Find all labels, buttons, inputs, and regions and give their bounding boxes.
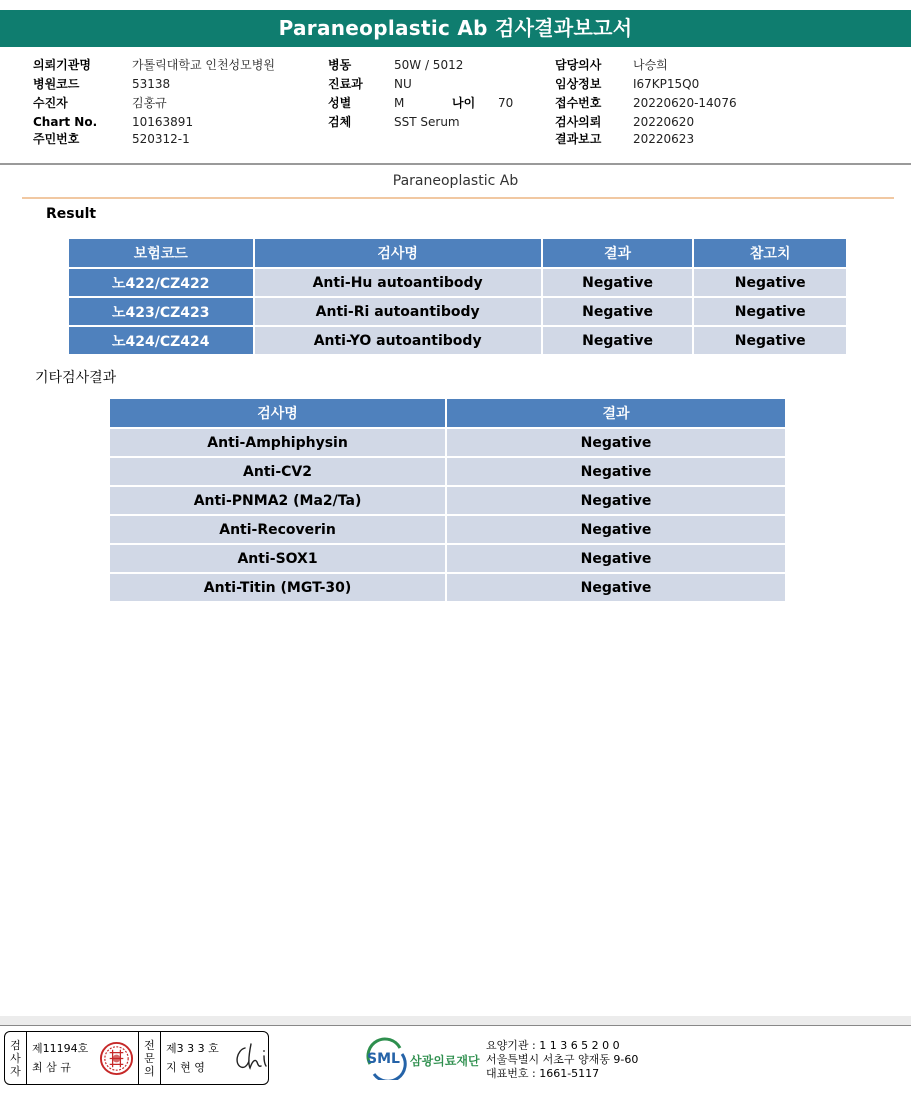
info-label: 병동 <box>328 58 352 72</box>
table-row <box>109 544 786 573</box>
info-row-hospital-code <box>33 75 275 94</box>
info-row-institution <box>33 56 275 75</box>
cell-result: Negative <box>446 573 786 602</box>
info-value: 나승희 <box>633 58 668 72</box>
header-reference: 참고치 <box>693 238 847 268</box>
cell-test: Anti-CV2 <box>109 457 446 486</box>
table-row <box>68 326 847 355</box>
red-seal-icon <box>99 1041 134 1076</box>
cell-reference: Negative <box>693 326 847 355</box>
cell-result: Negative <box>446 544 786 573</box>
info-label-age: 나이 <box>452 96 476 110</box>
info-row-sex-age <box>328 94 513 113</box>
cell-test: Anti-Ri autoantibody <box>254 297 542 326</box>
info-label: 임상정보 <box>555 77 602 91</box>
org-name: 삼광의료재단 <box>410 1054 480 1068</box>
cell-code: 노422/CZ422 <box>68 268 254 297</box>
info-value: 50W / 5012 <box>394 58 464 72</box>
info-value: 20220620 <box>633 115 695 129</box>
table-row <box>109 486 786 515</box>
table-row <box>109 457 786 486</box>
info-row-department <box>328 75 513 94</box>
footer-band <box>0 1016 911 1025</box>
header-result: 결과 <box>542 238 694 268</box>
info-label: 담당의사 <box>555 58 602 72</box>
table-row <box>109 428 786 457</box>
info-value: NU <box>394 77 412 91</box>
cell-test: Anti-Recoverin <box>109 515 446 544</box>
header-test-name: 검사명 <box>254 238 542 268</box>
specialist-license: 제3 3 3 호 <box>166 1042 219 1055</box>
header-result: 결과 <box>446 398 786 428</box>
other-results-heading: 기타검사결과 <box>35 370 117 386</box>
info-row-report-date <box>555 130 737 149</box>
cell-reference: Negative <box>693 297 847 326</box>
section-divider <box>22 197 894 199</box>
info-value-age: 70 <box>498 96 514 110</box>
cell-test: Anti-Hu autoantibody <box>254 268 542 297</box>
cell-result: Negative <box>446 457 786 486</box>
table-header-row <box>68 238 847 268</box>
patient-info-col3 <box>555 56 737 149</box>
info-row-patient <box>33 94 275 113</box>
result-heading: Result <box>46 206 97 222</box>
info-label: Chart No. <box>33 115 98 129</box>
header-insurance-code: 보험코드 <box>68 238 254 268</box>
cell-result: Negative <box>446 515 786 544</box>
info-label: 결과보고 <box>555 132 602 146</box>
cell-test: Anti-PNMA2 (Ma2/Ta) <box>109 486 446 515</box>
info-value: 53138 <box>132 77 171 91</box>
cell-result: Negative <box>446 428 786 457</box>
table-row <box>109 573 786 602</box>
info-label: 의뢰기관명 <box>33 58 91 72</box>
table-header-row <box>109 398 786 428</box>
info-label: 병원코드 <box>33 77 80 91</box>
result-table <box>67 237 848 356</box>
org-info-line: 서울특별시 서초구 양재동 9-60 <box>486 1053 639 1066</box>
cell-test: Anti-Amphiphysin <box>109 428 446 457</box>
sml-logo-icon <box>364 1036 408 1080</box>
cell-result: Negative <box>446 486 786 515</box>
info-row-clinical-info <box>555 75 737 94</box>
info-value: 20220623 <box>633 132 695 146</box>
info-value: 10163891 <box>132 115 194 129</box>
vertical-char: 사 <box>10 1051 21 1065</box>
patient-info-col2 <box>328 56 513 132</box>
info-value: M <box>394 96 405 110</box>
cell-test: Anti-YO autoantibody <box>254 326 542 355</box>
org-info <box>486 1039 638 1081</box>
cell-test: Anti-SOX1 <box>109 544 446 573</box>
patient-info-col1 <box>33 56 275 149</box>
info-value: 520312-1 <box>132 132 190 146</box>
examiner-vertical-label <box>5 1032 27 1084</box>
info-label: 접수번호 <box>555 96 602 110</box>
vertical-char: 문 <box>144 1051 155 1065</box>
info-value: I67KP15Q0 <box>633 77 700 91</box>
specialist-cell <box>161 1032 268 1084</box>
specialist-vertical-label <box>139 1032 161 1084</box>
info-row-ward <box>328 56 513 75</box>
info-row-receipt-no <box>555 94 737 113</box>
vertical-char: 자 <box>10 1064 21 1078</box>
examiner-license: 제11194호 <box>32 1042 89 1055</box>
info-row-specimen <box>328 113 513 132</box>
examiner-cell <box>27 1032 139 1084</box>
org-info-line: 대표번호 : 1661-5117 <box>486 1067 600 1080</box>
other-results-table <box>108 397 787 603</box>
cell-test: Anti-Titin (MGT-30) <box>109 573 446 602</box>
cell-reference: Negative <box>693 268 847 297</box>
info-label: 검체 <box>328 115 352 129</box>
table-row <box>68 297 847 326</box>
table-row <box>109 515 786 544</box>
signature-icon <box>231 1040 271 1074</box>
section-title: Paraneoplastic Ab <box>392 173 519 189</box>
info-value: 20220620-14076 <box>633 96 737 110</box>
specialist-name: 지 현 영 <box>166 1061 205 1074</box>
cell-result: Negative <box>542 268 694 297</box>
cell-code: 노424/CZ424 <box>68 326 254 355</box>
vertical-char: 전 <box>144 1038 155 1052</box>
info-label: 검사의뢰 <box>555 115 602 129</box>
signature-box <box>4 1031 269 1085</box>
vertical-char: 검 <box>10 1038 21 1052</box>
info-value: 가톨릭대학교 인천성모병원 <box>132 58 275 72</box>
cell-code: 노423/CZ423 <box>68 297 254 326</box>
info-label: 진료과 <box>328 77 363 91</box>
table-row <box>68 268 847 297</box>
header-divider <box>0 163 911 165</box>
cell-result: Negative <box>542 326 694 355</box>
examiner-name: 최 삼 규 <box>32 1061 71 1074</box>
info-value: 김홍규 <box>132 96 167 110</box>
footer-divider <box>0 1025 911 1026</box>
report-title: Paraneoplastic Ab 검사결과보고서 <box>0 10 911 47</box>
info-row-doctor <box>555 56 737 75</box>
vertical-char: 의 <box>144 1064 155 1078</box>
info-value: SST Serum <box>394 115 460 129</box>
logo-text: SML <box>367 1051 400 1067</box>
header-test-name: 검사명 <box>109 398 446 428</box>
info-row-resident-no <box>33 130 275 149</box>
cell-result: Negative <box>542 297 694 326</box>
info-label: 수진자 <box>33 96 68 110</box>
info-label: 주민번호 <box>33 132 80 146</box>
info-label: 성별 <box>328 96 352 110</box>
org-info-line: 요양기관 : 1 1 3 6 5 2 0 0 <box>486 1039 620 1052</box>
